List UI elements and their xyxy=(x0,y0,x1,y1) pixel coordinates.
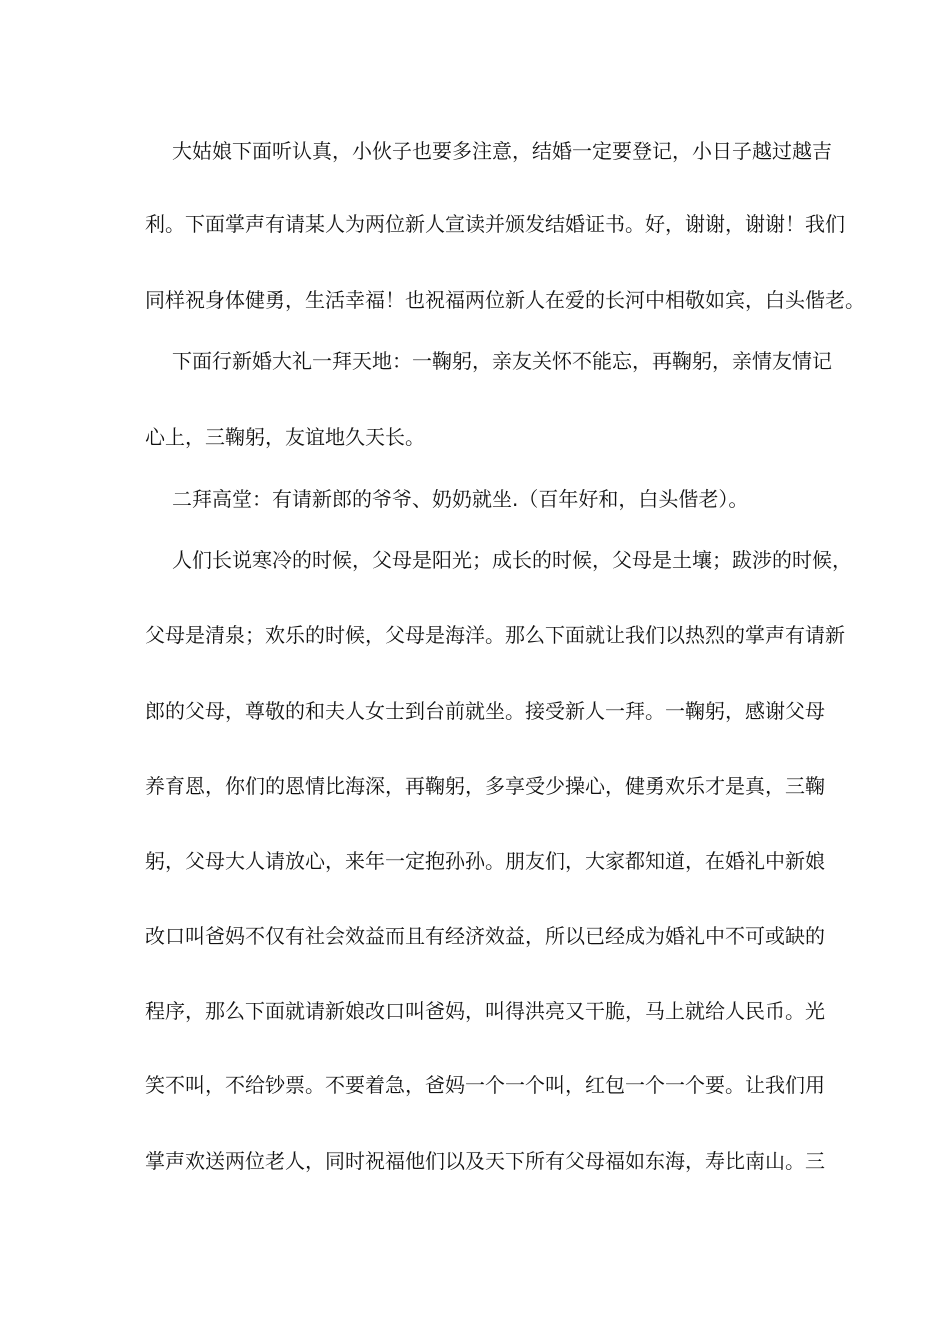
text-line: 二拜高堂：有请新郎的爷爷、奶奶就坐.（百年好和，白头偕老）。 xyxy=(172,487,749,511)
text-line: 下面行新婚大礼一拜天地：一鞠躬，亲友关怀不能忘，再鞠躬，亲情友情记 xyxy=(172,349,832,373)
text-line: 程序，那么下面就请新娘改口叫爸妈，叫得洪亮又干脆，马上就给人民币。光 xyxy=(145,999,825,1023)
text-line: 改口叫爸妈不仅有社会效益而且有经济效益，所以已经成为婚礼中不可或缺的 xyxy=(145,924,825,948)
text-line: 利。下面掌声有请某人为两位新人宣读并颁发结婚证书。好，谢谢，谢谢！我们 xyxy=(145,212,845,236)
text-line: 大姑娘下面听认真，小伙子也要多注意，结婚一定要登记，小日子越过越吉 xyxy=(172,139,832,163)
text-line: 父母是清泉；欢乐的时候，父母是海洋。那么下面就让我们以热烈的掌声有请新 xyxy=(145,623,845,647)
text-line: 笑不叫，不给钞票。不要着急，爸妈一个一个叫，红包一个一个要。让我们用 xyxy=(145,1073,825,1097)
text-line: 郎的父母，尊敬的和夫人女士到台前就坐。接受新人一拜。一鞠躬，感谢父母 xyxy=(145,699,825,723)
text-line: 掌声欢送两位老人，同时祝福他们以及天下所有父母福如东海，寿比南山。三 xyxy=(145,1149,825,1173)
text-line: 同样祝身体健勇，生活幸福！也祝福两位新人在爱的长河中相敬如宾，白头偕老。 xyxy=(145,288,865,312)
text-line: 躬，父母大人请放心，来年一定抱孙孙。朋友们，大家都知道，在婚礼中新娘 xyxy=(145,849,825,873)
text-line: 心上，三鞠躬，友谊地久天长。 xyxy=(145,425,425,449)
text-line: 养育恩，你们的恩情比海深，再鞠躬，多享受少操心，健勇欢乐才是真，三鞠 xyxy=(145,774,825,798)
text-line: 人们长说寒冷的时候，父母是阳光；成长的时候，父母是土壤；跋涉的时候， xyxy=(172,548,852,572)
